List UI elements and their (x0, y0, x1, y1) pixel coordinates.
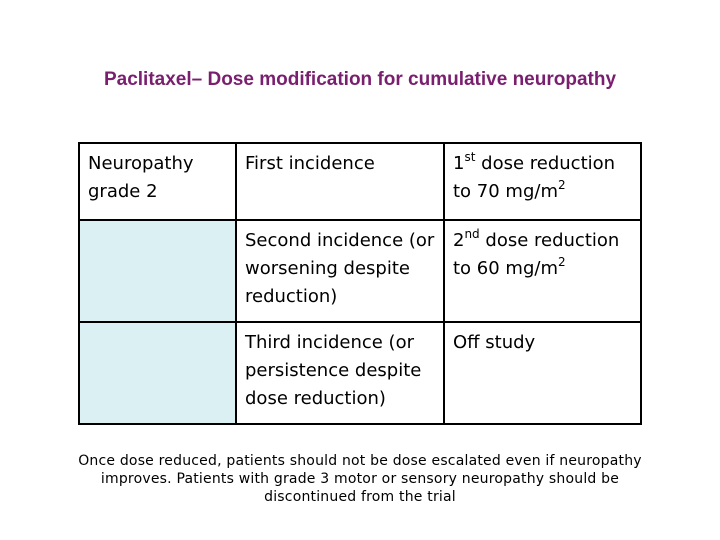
action-text: dose reduction to 60 mg/m (453, 229, 620, 279)
incidence-cell: Third incidence (or persistence despite dose reduction) (236, 322, 444, 424)
grade-cell (79, 220, 236, 322)
action-unit-exponent: 2 (557, 178, 566, 192)
action-text: dose reduction to 70 mg/m (453, 153, 616, 202)
table-row (79, 322, 641, 424)
footnote-line: discontinued from the trial (264, 489, 456, 505)
dose-modification-table (78, 142, 642, 425)
action-cell: Off study (444, 322, 641, 424)
slide-title: Paclitaxel– Dose modification for cumulative neuropathy (103, 69, 617, 90)
footnote (40, 452, 680, 506)
footnote-line: Once dose reduced, patients should not be dose escalated even if neuropathy (78, 453, 642, 469)
action-ordinal: 1 (453, 153, 465, 174)
action-ordinal: 2 (453, 229, 465, 251)
table-row (79, 143, 641, 220)
action-cell (444, 220, 641, 322)
action-ordinal-suffix: st (464, 150, 476, 164)
grade-cell: Neuropathy grade 2 (79, 143, 236, 220)
incidence-cell: Second incidence (or worsening despite reduction) (236, 220, 444, 322)
action-unit-exponent: 2 (557, 254, 566, 269)
action-ordinal-suffix: nd (464, 226, 480, 241)
footnote-line: improves. Patients with grade 3 motor or sensory neuropathy should be (100, 471, 620, 487)
incidence-cell: First incidence (236, 143, 444, 220)
action-cell (444, 143, 641, 220)
grade-cell (79, 322, 236, 424)
table-row (79, 220, 641, 322)
